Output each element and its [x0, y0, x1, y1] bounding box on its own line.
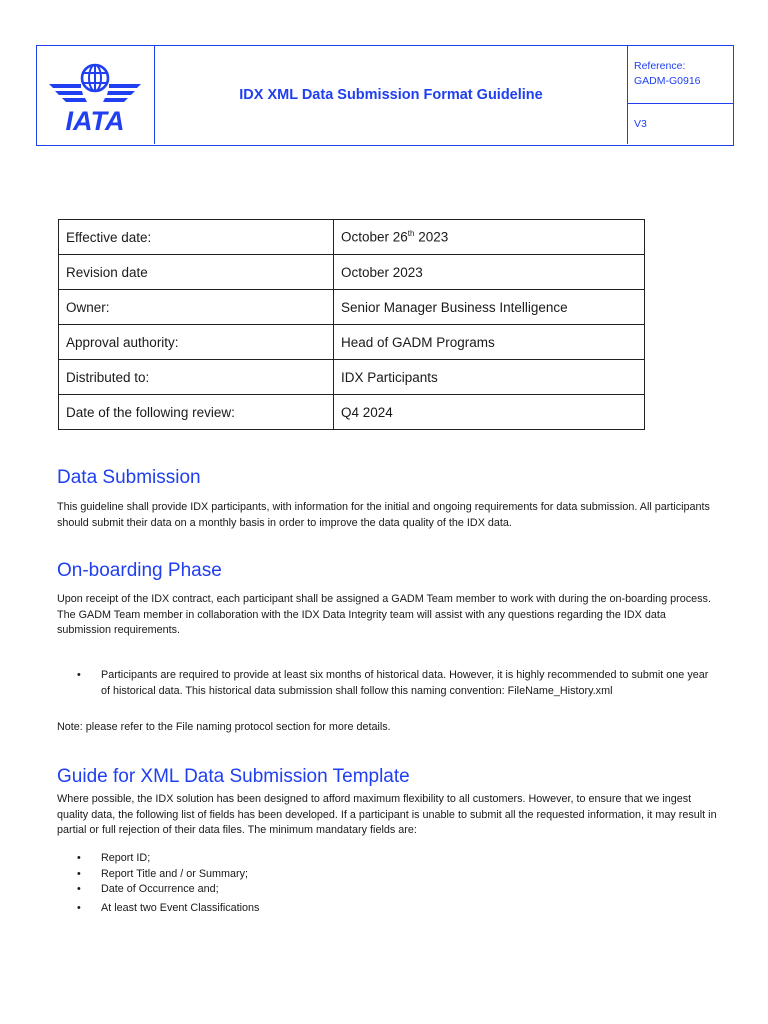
info-label: Date of the following review: — [59, 395, 334, 430]
table-row — [59, 255, 645, 290]
info-label: Effective date: — [59, 220, 334, 255]
info-label: Distributed to: — [59, 360, 334, 395]
table-row — [59, 290, 645, 325]
info-value: October 2023 — [334, 255, 645, 290]
document-title: IDX XML Data Submission Format Guideline — [239, 87, 543, 103]
list-item: • Report ID; — [57, 851, 457, 867]
data-submission-paragraph: This guideline shall provide IDX participants, with information for the initial and ongoing requirements for data submission. All participants should submit their data on a monthly basis in order to improve the data quality of the IDX data. — [57, 501, 710, 529]
info-label: Owner: — [59, 290, 334, 325]
table-row — [59, 360, 645, 395]
reference-code: GADM-G0916 — [634, 75, 701, 87]
table-row — [59, 325, 645, 360]
info-value: IDX Participants — [334, 360, 645, 395]
list-item: • Date of Occurrence and; — [57, 882, 457, 898]
onboarding-bullet-list — [57, 668, 717, 699]
iata-logo — [37, 46, 155, 144]
info-value: Senior Manager Business Intelligence — [334, 290, 645, 325]
info-label: Revision date — [59, 255, 334, 290]
version-cell: V3 — [627, 104, 733, 144]
list-item: • Participants are required to provide at least six months of historical data. However, it is highly recommended to submit one year of historical data. This historical data submission shall follow this naming convention: FileName_History.xml — [57, 668, 717, 699]
list-item: • At least two Event Classifications — [57, 901, 457, 917]
onboarding-paragraph: Upon receipt of the IDX contract, each participant shall be assigned a GADM Team member to work with during the on-boarding process. The GADM Team member in collaboration with the IDX Data Integrity team will assist with any questions regarding the IDX data submission requirements. — [57, 593, 711, 636]
mandatory-fields-list — [57, 851, 457, 916]
table-row — [59, 395, 645, 430]
section-heading-data-submission: Data Submission — [57, 467, 201, 488]
info-value: Head of GADM Programs — [334, 325, 645, 360]
document-info-table — [58, 219, 645, 430]
list-item: • Report Title and / or Summary; — [57, 867, 457, 883]
reference-cell — [627, 46, 733, 104]
document-header — [36, 45, 734, 146]
guide-paragraph: Where possible, the IDX solution has been designed to afford maximum flexibility to all customers. However, to ensure that we ingest quality data, the following list of fields has been developed. If a participant is unable to submit all the requested information, it may result in partial or full rejection of their data files. The minimum mandatary fields are: — [57, 793, 717, 836]
table-row — [59, 220, 645, 255]
reference-label: Reference: — [634, 60, 686, 72]
info-label: Approval authority: — [59, 325, 334, 360]
section-heading-guide: Guide for XML Data Submission Template — [57, 766, 410, 787]
section-heading-onboarding: On-boarding Phase — [57, 560, 222, 581]
info-value: October 26th 2023 — [334, 220, 645, 255]
info-value: Q4 2024 — [334, 395, 645, 430]
iata-logo-text: IATA — [65, 106, 125, 132]
iata-globe-icon — [45, 62, 145, 132]
onboarding-note: Note: please refer to the File naming protocol section for more details. — [57, 721, 391, 733]
